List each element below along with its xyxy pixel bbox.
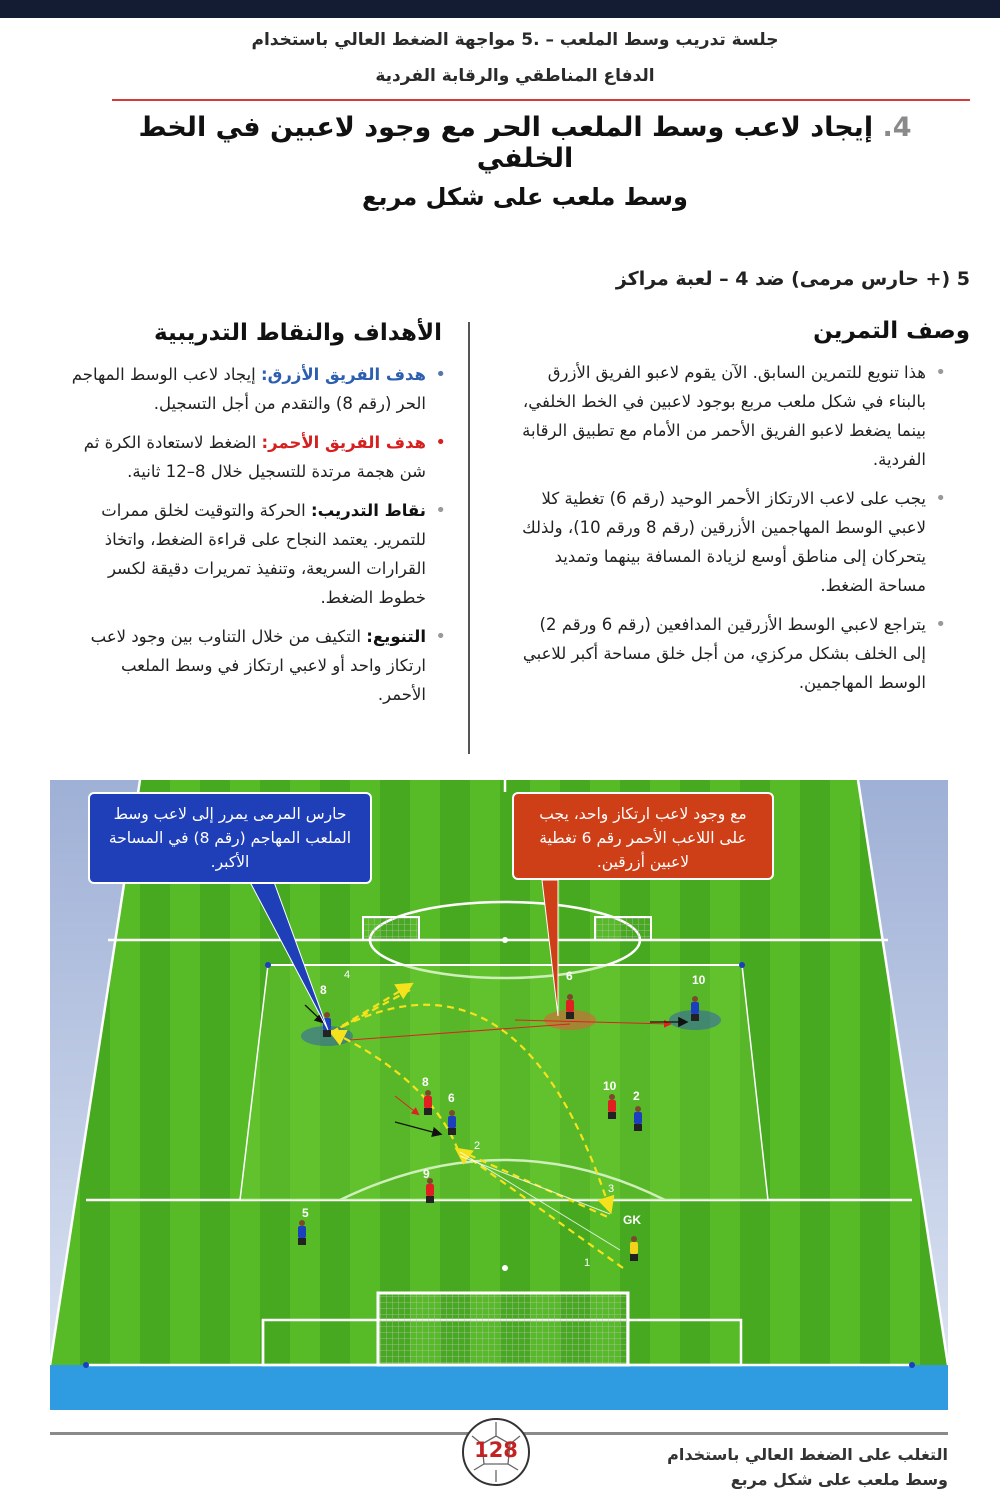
goalkeeper-label: GK <box>623 1213 641 1227</box>
objectives-heading: الأهداف والنقاط التدريبية <box>154 320 442 346</box>
goalkeeper <box>630 1236 638 1261</box>
description-column <box>520 358 948 707</box>
drill-title-line-2: وسط ملعب على شكل مربع <box>362 183 688 211</box>
top-bar <box>0 0 1000 18</box>
blue-player-2 <box>634 1106 642 1131</box>
description-item: • هذا تنويع للتمرين السابق. الآن يقوم لاعبو الفريق الأزرق بالبناء في شكل ملعب مربع بوجود لاعبين في الخط الخلفي، بينما يضغط لاعبو الفريق الأحمر من الأمام مع تطبيق الرقابة الفردية. <box>522 362 946 469</box>
objective-item: • التنويع: التكيف من خلال التناوب بين وجود لاعب ارتكاز واحد أو لاعبي ارتكاز في وسط الملعب الأحمر. <box>90 626 446 704</box>
header-rule <box>112 99 970 101</box>
footer-line-1: التغلب على الضغط العالي باستخدام <box>667 1445 948 1464</box>
pass-number-2: 2 <box>474 1140 481 1152</box>
red-player-8 <box>424 1090 432 1115</box>
objectives-column <box>68 360 448 719</box>
blue-6-number: 6 <box>448 1091 455 1105</box>
objective-item: • هدف الفريق الأحمر: الضغط لاستعادة الكرة ثم شن هجمة مرتدة للتسجيل خلال 8–12 ثانية. <box>83 432 446 481</box>
blue-8-number: 8 <box>320 983 327 997</box>
blue-player-5 <box>298 1220 306 1245</box>
description-item: • يجب على لاعب الارتكاز الأحمر الوحيد (رقم 6) تغطية كلا لاعبي الوسط المهاجمين الأزرقين (رقم 8 ورقم 10)، ولذلك يتحركان إلى مناطق أوسع لزيادة المسافة بينهما وتمديد مساحة الضغط. <box>522 488 946 595</box>
red-8-number: 8 <box>422 1075 429 1089</box>
pass-number-3: 3 <box>608 1183 615 1195</box>
column-divider <box>468 322 470 754</box>
drill-title-line-1: إيجاد لاعب وسط الملعب الحر مع وجود لاعبين في الخط الخلفي <box>138 112 883 174</box>
running-header-line-2: الدفاع المناطقي والرقابة الفردية <box>375 66 655 86</box>
blue-player-6 <box>448 1110 456 1135</box>
footer-title <box>667 1442 948 1492</box>
drill-format: 5 (+ حارس مرمى) ضد 4 – لعبة مراكز <box>615 268 970 290</box>
page-number: 128 <box>474 1438 518 1462</box>
blue-player-8 <box>323 1012 331 1037</box>
footer-line-2: وسط ملعب على شكل مربع <box>730 1470 948 1489</box>
blue-10-number: 10 <box>692 973 706 987</box>
red-player-10 <box>608 1094 616 1119</box>
description-heading: وصف التمرين <box>813 318 970 344</box>
objective-item: • نقاط التدريب: الحركة والتوقيت لخلق ممرات للتمرير. يعتمد النجاح على قراءة الضغط، واتخاذ القرارات السريعة، وتنفيذ تمريرات دقيقة لكسر خطوط الضغط. <box>101 500 446 607</box>
blue-5-number: 5 <box>302 1206 309 1220</box>
red-9-number: 9 <box>423 1167 430 1181</box>
pass-number-1: 1 <box>584 1257 591 1269</box>
objective-item: • هدف الفريق الأزرق: إيجاد لاعب الوسط المهاجم الحر (رقم 8) والتقدم من أجل التسجيل. <box>71 364 446 413</box>
red-player-9 <box>426 1178 434 1203</box>
red-10-number: 10 <box>603 1079 617 1093</box>
drill-title <box>100 112 950 174</box>
red-player-6 <box>566 994 574 1019</box>
pass-number-4: 4 <box>344 969 351 981</box>
red-6-number: 6 <box>566 969 573 983</box>
drill-number: 4. <box>882 112 912 143</box>
description-item: • يتراجع لاعبي الوسط الأزرقين المدافعين (رقم 6 ورقم 2) إلى الخلف بشكل مركزي، من أجل خلق مساحة أكبر للاعبي الوسط المهاجمين. <box>522 614 946 692</box>
red-callout: مع وجود لاعب ارتكاز واحد، يجب على اللاعب الأحمر رقم 6 تغطية لاعبين أزرقين. <box>512 792 774 880</box>
blue-2-number: 2 <box>633 1089 640 1103</box>
blue-player-10 <box>691 996 699 1021</box>
blue-callout: حارس المرمى يمرر إلى لاعب وسط الملعب المهاجم (رقم 8) في المساحة الأكبر. <box>88 792 372 884</box>
running-header-line-1: جلسة تدريب وسط الملعب – .5 مواجهة الضغط العالي باستخدام <box>251 30 779 50</box>
